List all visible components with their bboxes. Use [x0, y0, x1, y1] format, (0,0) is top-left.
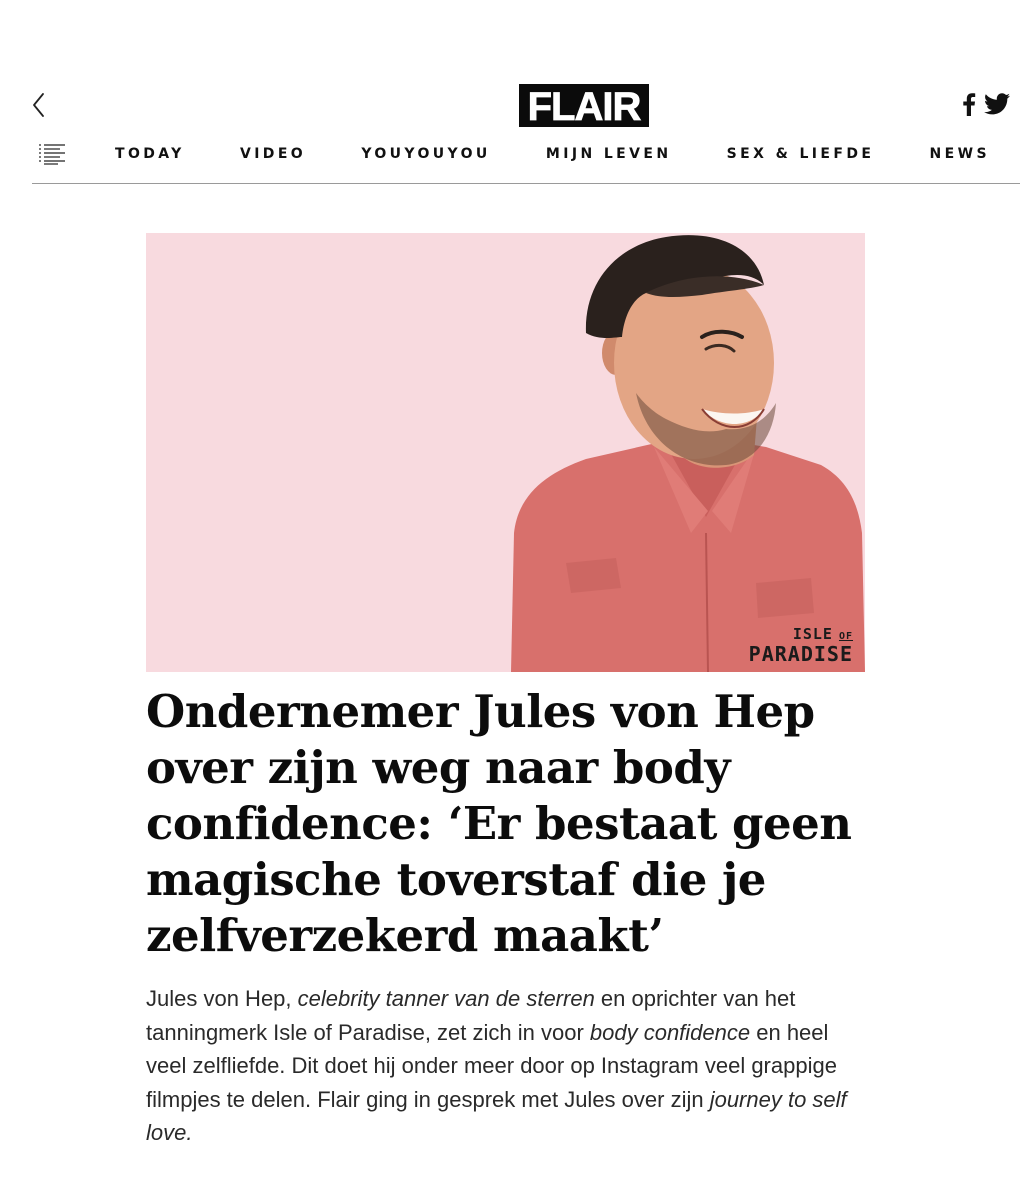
brand-line-1: ISLE	[792, 625, 833, 643]
facebook-icon[interactable]	[962, 92, 976, 121]
intro-text-3: en heel veel zelfliefde. Dit doet hij onder meer door op Instagram veel grappige filmpjes te delen. Flair ging in gesprek met Jules over zijn	[146, 1019, 837, 1112]
flair-logo[interactable]	[519, 84, 649, 127]
intro-text-2: en oprichter van het tanningmerk Isle of Paradise, zet zich in voor	[146, 986, 796, 1045]
intro-italic-1: celebrity tanner van de sterren	[297, 986, 595, 1011]
article-headline: Ondernemer Jules von Hep over zijn weg naar body confidence: ‘Er bestaat geen magische toverstaf die je zelfverzekerd maakt’	[146, 685, 852, 962]
nav-item-today[interactable]: TODAY	[115, 146, 185, 162]
nav-item-news[interactable]: NEWS	[929, 146, 990, 162]
hero-image	[146, 233, 865, 672]
twitter-icon[interactable]	[984, 93, 1010, 120]
intro-italic-3: journey to self love.	[146, 1086, 847, 1145]
header-divider	[32, 183, 1020, 184]
brand-of: OF	[838, 631, 853, 642]
logo-text: FLAIR	[527, 85, 641, 127]
portrait-illustration	[146, 233, 865, 672]
brand-line-2: PARADISE	[748, 642, 853, 666]
intro-text-1: Jules von Hep,	[146, 986, 298, 1011]
main-nav	[90, 144, 1020, 164]
nav-item-mijn-leven[interactable]: MIJN LEVEN	[545, 146, 672, 162]
isle-of-paradise-logo	[749, 627, 853, 664]
menu-button[interactable]	[38, 143, 66, 165]
menu-list-icon	[38, 143, 66, 165]
chevron-left-icon	[26, 90, 52, 120]
nav-item-video[interactable]: VIDEO	[239, 146, 307, 162]
social-links	[962, 92, 1010, 121]
intro-italic-2: body confidence	[589, 1019, 751, 1045]
nav-item-youyouyou[interactable]: YOUYOUYOU	[361, 146, 491, 162]
article-intro	[146, 982, 866, 1150]
nav-item-sex-liefde[interactable]: SEX & LIEFDE	[726, 146, 875, 162]
site-header	[0, 0, 1020, 186]
back-button[interactable]	[26, 90, 52, 120]
